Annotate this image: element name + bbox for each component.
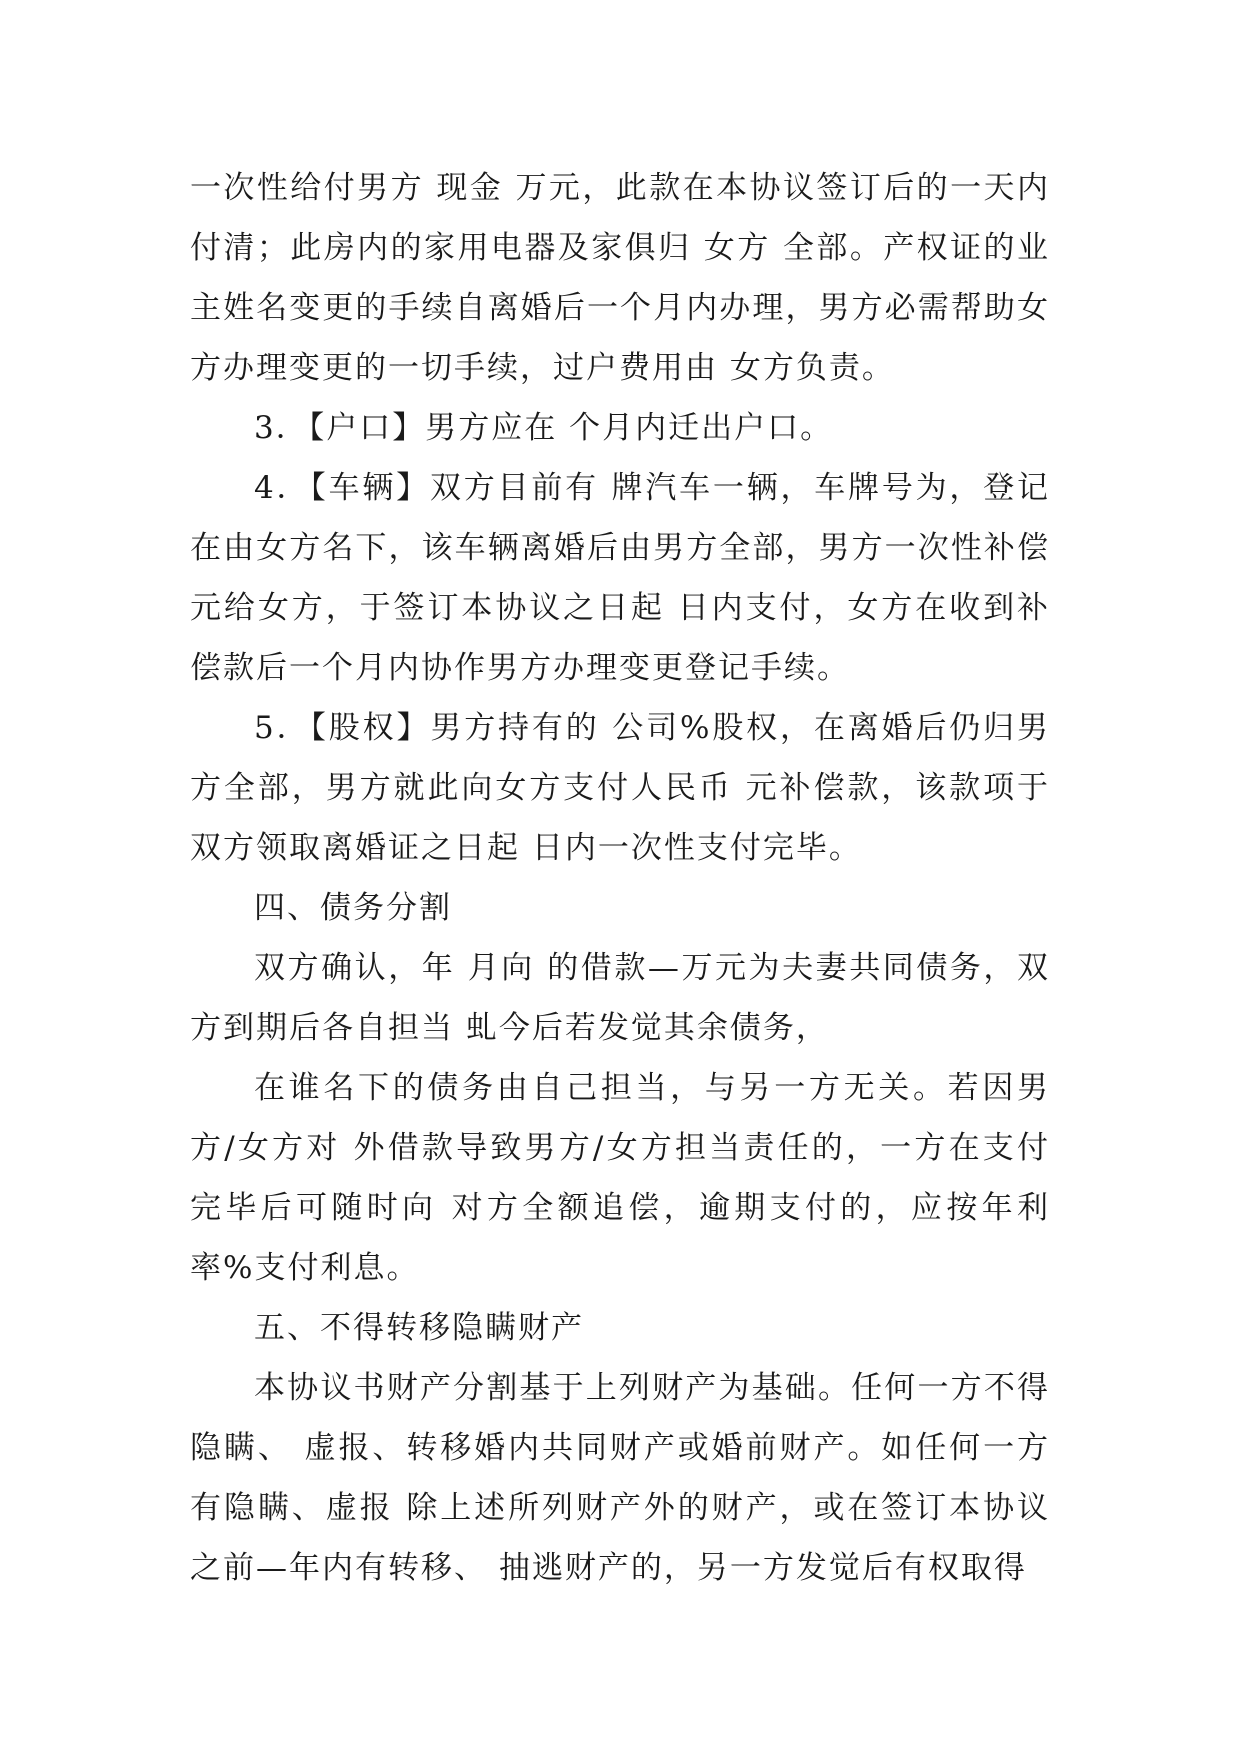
document-body — [190, 158, 1050, 1598]
paragraph-equity: 5．【股权】男方持有的 公司%股权，在离婚后仍归男方全部，男方就此向女方支付人民币 元补偿款，该款项于双方领取离婚证之日起 日内一次性支付完毕。 — [190, 710, 1050, 866]
paragraph-property-concealment: 本协议书财产分割基于上列财产为基础。任何一方不得隐瞒、 虚报、转移婚内共同财产或婚前财产。如任何一方有隐瞒、虚报 除上述所列财产外的财产，或在签订本协议之前—年内有转移、 抽逃财产的，另一方发觉后有权取得 — [190, 1370, 1050, 1586]
paragraph-vehicle: 4．【车辆】双方目前有 牌汽车一辆，车牌号为，登记在由女方名下，该车辆离婚后由男方全部，男方一次性补偿元给女方，于签订本协议之日起 日内支付，女方在收到补偿款后一个月内协作男方办理变更登记手续。 — [190, 470, 1050, 686]
paragraph-house-payment: 一次性给付男方 现金 万元，此款在本协议签订后的一天内付清；此房内的家用电器及家俱归 女方 全部。产权证的业主姓名变更的手续自离婚后一个月内办理，男方必需帮助女方办理变更的一切手续，过户费用由 女方负责。 — [190, 170, 1050, 386]
section-heading-no-concealment: 五、不得转移隐瞒财产 — [254, 1310, 584, 1346]
paragraph-debt-responsibility: 在谁名下的债务由自己担当，与另一方无关。若因男方/女方对 外借款导致男方/女方担当责任的，一方在支付完毕后可随时向 对方全额追偿，逾期支付的，应按年利率%支付利息。 — [190, 1070, 1050, 1286]
section-heading-debt-division: 四、债务分割 — [254, 890, 452, 926]
paragraph-household-registration: 3．【户口】男方应在 个月内迁出户口。 — [254, 410, 834, 446]
paragraph-debt-confirmation: 双方确认，年 月向 的借款—万元为夫妻共同债务，双方到期后各自担当 虬今后若发觉其余债务， — [190, 950, 1050, 1046]
